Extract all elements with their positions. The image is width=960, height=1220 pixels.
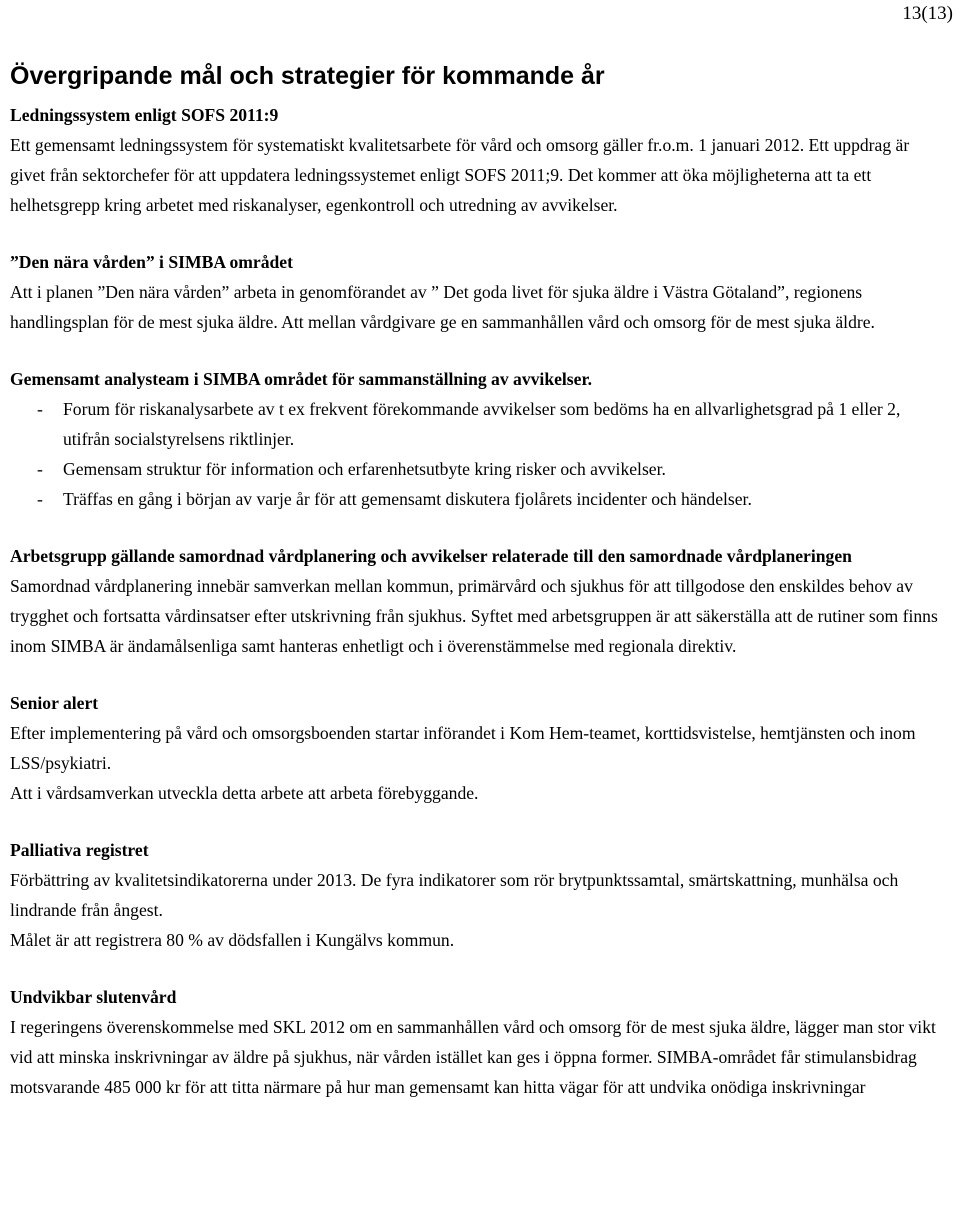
document-body [10, 58, 945, 1102]
section-undvikbar [10, 982, 945, 1102]
section-text: Ett gemensamt ledningssystem för systematiskt kvalitetsarbete för vård och omsorg gäller fr.o.m. 1 januari 2012. Ett uppdrag är givet från sektorchefer för att uppdatera ledningssystemet enligt SOFS 2011;9. Det kommer att öka möjligheterna att ta ett helhetsgrepp kring arbetet med riskanalyser, egenkontroll och utredning av avvikelser. [10, 135, 910, 215]
list-item [10, 484, 945, 514]
section-heading: ”Den nära vården” i SIMBA området [10, 252, 293, 272]
section-heading: Ledningssystem enligt SOFS 2011:9 [10, 105, 279, 125]
section-arbetsgrupp [10, 541, 945, 661]
list-item [10, 394, 945, 454]
section-heading: Senior alert [10, 693, 99, 713]
list-item [10, 454, 945, 484]
section-palliativa [10, 835, 945, 955]
section-text: Målet är att registrera 80 % av dödsfallen i Kungälvs kommun. [10, 930, 455, 950]
section-analysteam [10, 364, 945, 514]
section-text: Att i vårdsamverkan utveckla detta arbete att arbeta förebyggande. [10, 783, 479, 803]
dash-bullet: - [37, 489, 43, 509]
section-text: Att i planen ”Den nära vården” arbeta in genomförandet av ” Det goda livet för sjuka äldre i Västra Götaland”, regionens handlingsplan för de mest sjuka äldre. Att mellan vårdgivare ge en sammanhållen vård och omsorg för de mest sjuka äldre. [10, 282, 875, 332]
section-heading: Arbetsgrupp gällande samordnad vårdplanering och avvikelser relaterade till den samordnade vårdplaneringen [10, 546, 852, 566]
section-heading: Palliativa registret [10, 840, 149, 860]
section-heading: Gemensamt analysteam i SIMBA området för sammanställning av avvikelser. [10, 369, 593, 389]
section-heading: Undvikbar slutenvård [10, 987, 177, 1007]
section-senior-alert [10, 688, 945, 808]
bullet-list [10, 394, 945, 514]
dash-bullet: - [37, 459, 43, 479]
page-number: 13(13) [902, 3, 953, 24]
section-text: Förbättring av kvalitetsindikatorerna under 2013. De fyra indikatorer som rör brytpunktssamtal, smärtskattning, munhälsa och lindrande från ångest. [10, 870, 899, 920]
list-item-text: Forum för riskanalysarbete av t ex frekvent förekommande avvikelser som bedöms ha en allvarlighetsgrad på 1 eller 2, utifrån socialstyrelsens riktlinjer. [63, 399, 901, 449]
section-ledningssystem [10, 100, 945, 220]
list-item-text: Gemensam struktur för information och erfarenhetsutbyte kring risker och avvikelser. [63, 459, 666, 479]
section-text: Efter implementering på vård och omsorgsboenden startar införandet i Kom Hem-teamet, korttidsvistelse, hemtjänsten och inom LSS/psykiatri. [10, 723, 916, 773]
section-text: I regeringens överenskommelse med SKL 2012 om en sammanhållen vård och omsorg för de mest sjuka äldre, lägger man stor vikt vid att minska inskrivningar av äldre på sjukhus, när vården istället kan ges i öppna former. SIMBA-området får stimulansbidrag motsvarande 485 000 kr för att titta närmare på hur man gemensamt kan hitta vägar för att undvika onödiga inskrivningar [10, 1017, 936, 1097]
dash-bullet: - [37, 399, 43, 419]
section-text: Samordnad vårdplanering innebär samverkan mellan kommun, primärvård och sjukhus för att tillgodose den enskildes behov av trygghet och fortsatta vårdinsatser efter utskrivning från sjukhus. Syftet med arbetsgruppen är att säkerställa att de rutiner som finns inom SIMBA är ändamålsenliga samt hanteras enhetligt och i överenstämmelse med regionala direktiv. [10, 576, 938, 656]
list-item-text: Träffas en gång i början av varje år för att gemensamt diskutera fjolårets incidenter och händelser. [63, 489, 752, 509]
section-nara-varden [10, 247, 945, 337]
main-title: Övergripande mål och strategier för kommande år [10, 62, 605, 90]
